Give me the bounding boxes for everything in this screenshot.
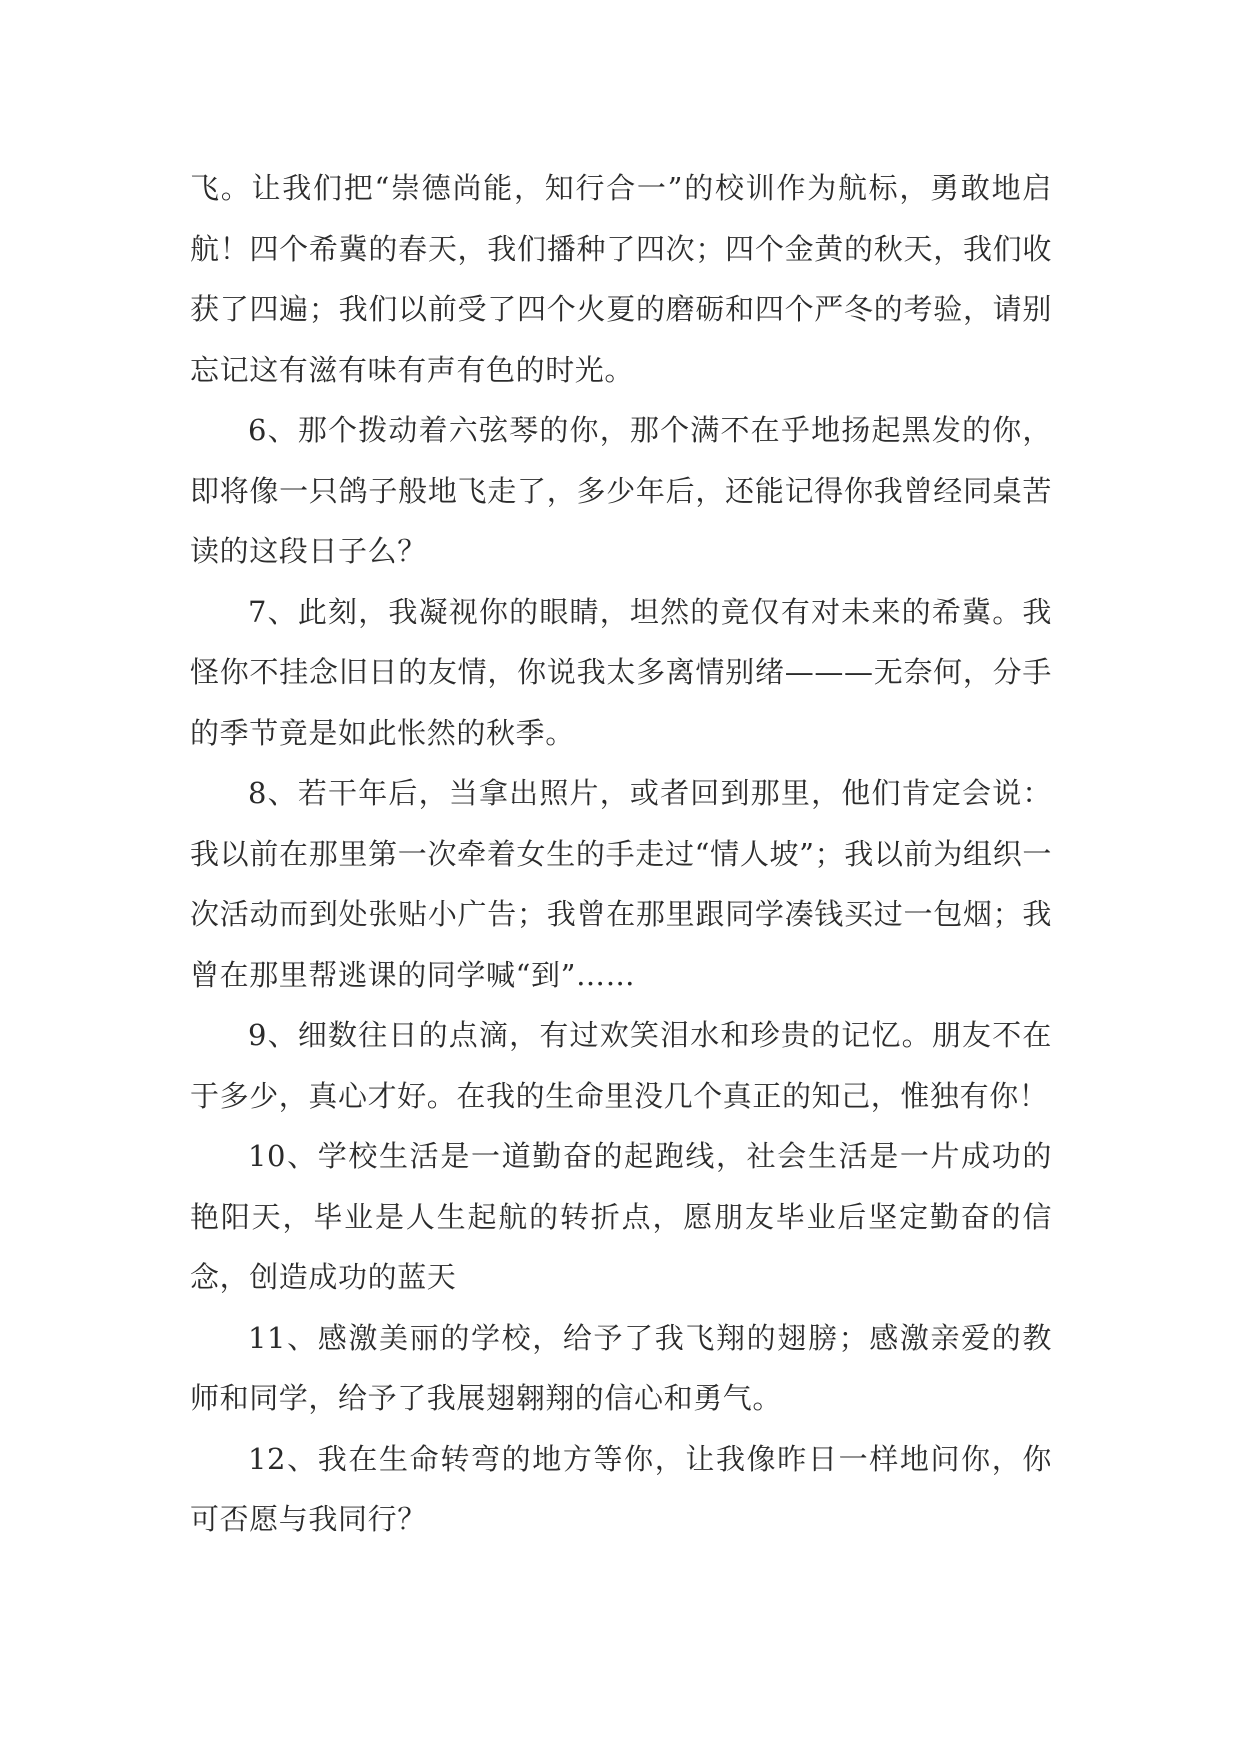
document-body — [190, 158, 1052, 1550]
paragraph-item-8: 8、若干年后，当拿出照片，或者回到那里，他们肯定会说：我以前在那里第一次牵着女生的手走过“情人坡”；我以前为组织一次活动而到处张贴小广告；我曾在那里跟同学凑钱买过一包烟；我曾在那里帮逃课的同学喊“到”…… — [190, 776, 1052, 992]
paragraph-item-11: 11、感激美丽的学校，给予了我飞翔的翅膀；感激亲爱的教师和同学，给予了我展翅翱翔的信心和勇气。 — [190, 1320, 1052, 1415]
paragraph-item-12: 12、我在生命转弯的地方等你，让我像昨日一样地问你，你可否愿与我同行？ — [190, 1441, 1052, 1536]
paragraph-item-6: 6、那个拨动着六弦琴的你，那个满不在乎地扬起黑发的你，即将像一只鸽子般地飞走了，多少年后，还能记得你我曾经同桌苦读的这段日子么？ — [190, 413, 1052, 568]
paragraph-item-10: 10、学校生活是一道勤奋的起跑线，社会生活是一片成功的艳阳天，毕业是人生起航的转折点，愿朋友毕业后坚定勤奋的信念，创造成功的蓝天 — [190, 1139, 1052, 1294]
paragraph-item-9: 9、细数往日的点滴，有过欢笑泪水和珍贵的记忆。朋友不在于多少，真心才好。在我的生命里没几个真正的知己，惟独有你！ — [190, 1018, 1052, 1113]
paragraph-item-7: 7、此刻，我凝视你的眼睛，坦然的竟仅有对未来的希冀。我怪你不挂念旧日的友情，你说我太多离情别绪———无奈何，分手的季节竟是如此怅然的秋季。 — [190, 594, 1052, 750]
paragraph-continuation: 飞。让我们把“崇德尚能，知行合一”的校训作为航标，勇敢地启航！四个希冀的春天，我们播种了四次；四个金黄的秋天，我们收获了四遍；我们以前受了四个火夏的磨砺和四个严冬的考验，请别忘记这有滋有味有声有色的时光。 — [190, 171, 1052, 387]
